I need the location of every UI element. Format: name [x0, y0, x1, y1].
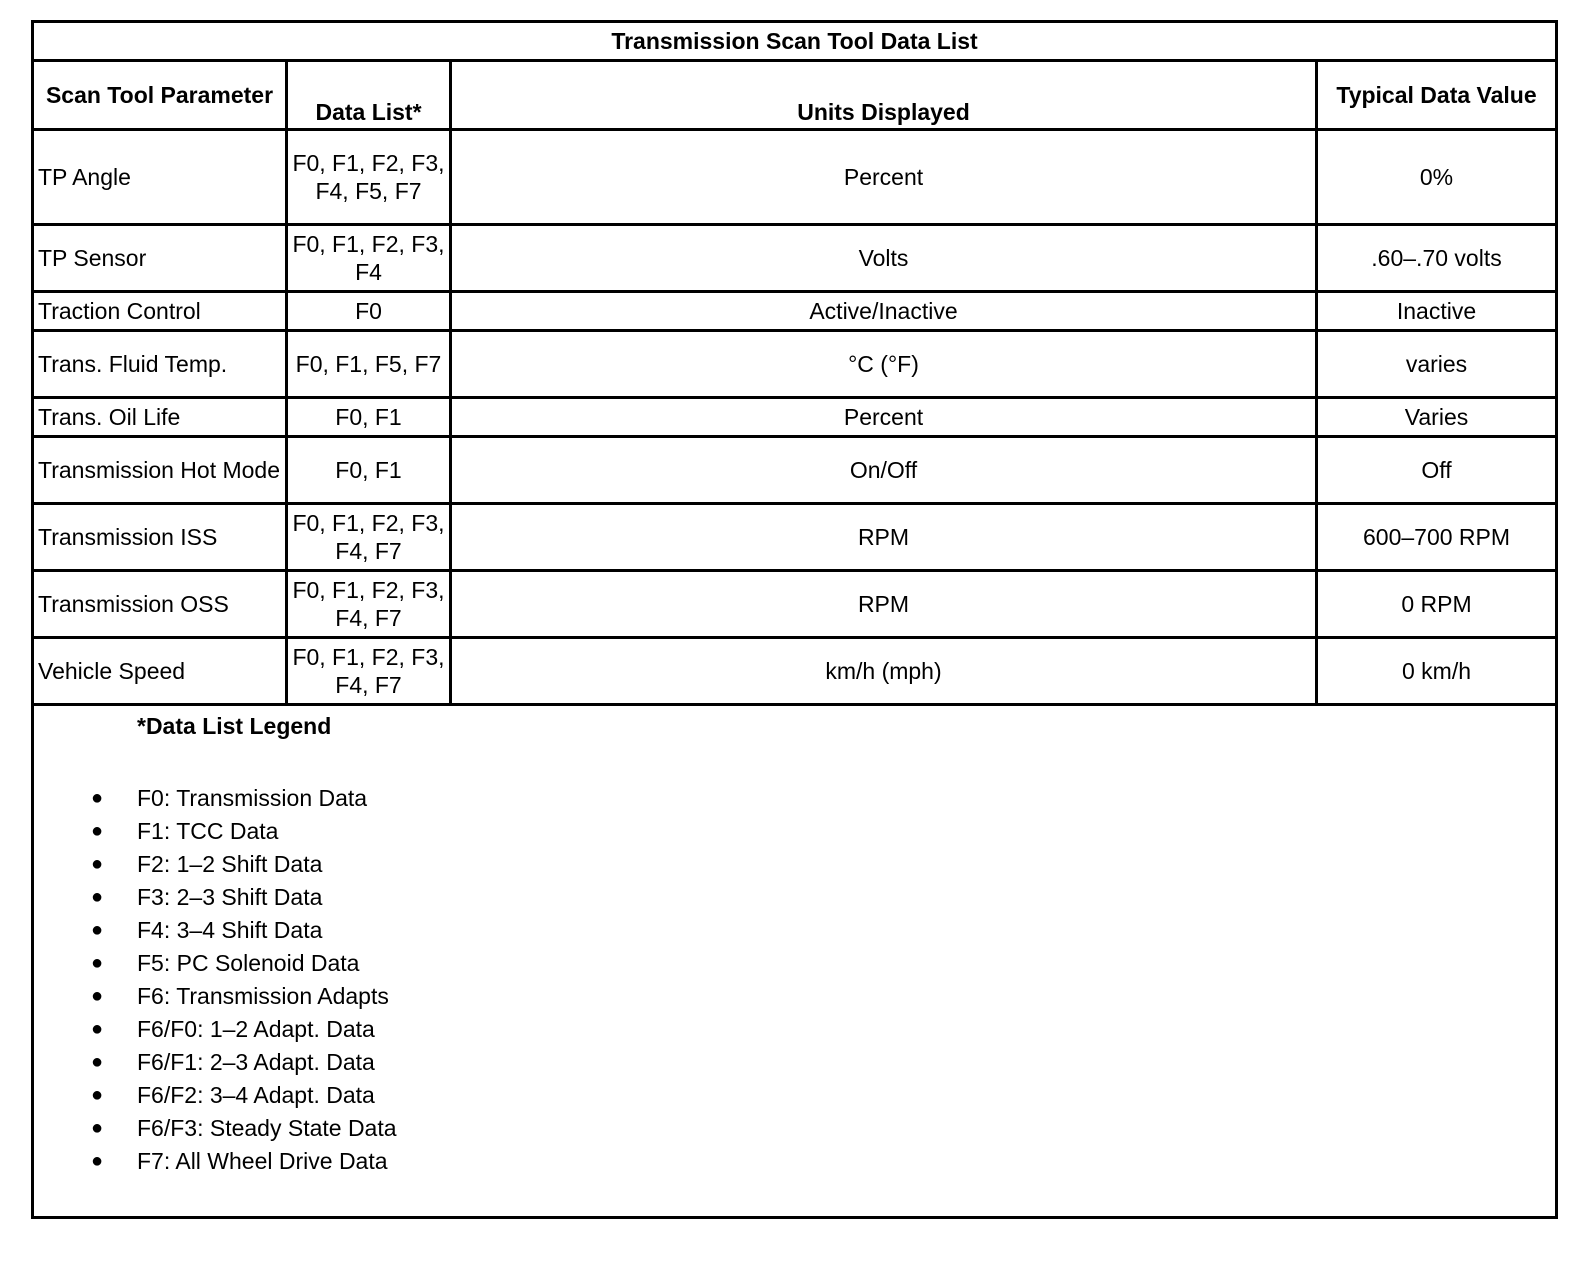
- bullet-icon: ●: [91, 1150, 104, 1172]
- legend-item-text: F6/F2: 3–4 Adapt. Data: [137, 1082, 375, 1108]
- bullet-icon: ●: [91, 1018, 104, 1040]
- legend-row: [33, 705, 1557, 1218]
- table-row: [33, 504, 1557, 571]
- legend-item: [34, 916, 397, 949]
- data-list-cell: F0, F1: [287, 437, 451, 504]
- bullet-icon: ●: [91, 1084, 104, 1106]
- header-typical-value: Typical Data Value: [1317, 61, 1557, 130]
- legend-item: [34, 817, 397, 850]
- table-row: [33, 437, 1557, 504]
- data-list-cell: F0, F1, F2, F3, F4, F7: [287, 638, 451, 705]
- bullet-icon: ●: [91, 1051, 104, 1073]
- bullet-icon: ●: [91, 1117, 104, 1139]
- units-cell: Percent: [451, 130, 1317, 225]
- legend-item: [34, 784, 397, 817]
- parameter-cell: Transmission Hot Mode: [33, 437, 287, 504]
- typical-value-cell: Off: [1317, 437, 1557, 504]
- table-row: [33, 225, 1557, 292]
- header-units: Units Displayed: [451, 61, 1317, 130]
- legend-list: [34, 784, 397, 1180]
- table-row: [33, 398, 1557, 437]
- typical-value-cell: 0 RPM: [1317, 571, 1557, 638]
- legend-item: [34, 1015, 397, 1048]
- typical-value-cell: 600–700 RPM: [1317, 504, 1557, 571]
- legend-item-text: F6/F1: 2–3 Adapt. Data: [137, 1049, 375, 1075]
- legend-item: [34, 850, 397, 883]
- bullet-icon: ●: [91, 787, 104, 809]
- table-row: [33, 130, 1557, 225]
- data-list-cell: F0, F1, F2, F3, F4, F5, F7: [287, 130, 451, 225]
- bullet-icon: ●: [91, 886, 104, 908]
- typical-value-cell: varies: [1317, 331, 1557, 398]
- parameter-cell: TP Angle: [33, 130, 287, 225]
- units-cell: On/Off: [451, 437, 1317, 504]
- data-list-cell: F0, F1, F2, F3, F4, F7: [287, 571, 451, 638]
- bullet-icon: ●: [91, 985, 104, 1007]
- legend-item: [34, 1048, 397, 1081]
- bullet-icon: ●: [91, 820, 104, 842]
- units-cell: °C (°F): [451, 331, 1317, 398]
- legend-item: [34, 1114, 397, 1147]
- units-cell: Percent: [451, 398, 1317, 437]
- typical-value-cell: 0%: [1317, 130, 1557, 225]
- typical-value-cell: Inactive: [1317, 292, 1557, 331]
- legend-title: *Data List Legend: [137, 713, 332, 739]
- legend-item-text: F7: All Wheel Drive Data: [137, 1148, 388, 1174]
- parameter-cell: Traction Control: [33, 292, 287, 331]
- legend-item-text: F6/F3: Steady State Data: [137, 1115, 397, 1141]
- legend-item-text: F4: 3–4 Shift Data: [137, 917, 323, 943]
- table-row: [33, 571, 1557, 638]
- data-list-cell: F0: [287, 292, 451, 331]
- parameter-cell: Trans. Fluid Temp.: [33, 331, 287, 398]
- parameter-cell: TP Sensor: [33, 225, 287, 292]
- header-parameter: Scan Tool Parameter: [33, 61, 287, 130]
- typical-value-cell: Varies: [1317, 398, 1557, 437]
- legend-item-text: F2: 1–2 Shift Data: [137, 851, 323, 877]
- document: [31, 20, 1555, 1219]
- table-title: Transmission Scan Tool Data List: [33, 22, 1557, 61]
- typical-value-cell: .60–.70 volts: [1317, 225, 1557, 292]
- legend-item: [34, 982, 397, 1015]
- typical-value-cell: 0 km/h: [1317, 638, 1557, 705]
- legend-item-text: F3: 2–3 Shift Data: [137, 884, 323, 910]
- data-list-cell: F0, F1, F2, F3, F4, F7: [287, 504, 451, 571]
- table-row: [33, 331, 1557, 398]
- legend-item-text: F0: Transmission Data: [137, 785, 368, 811]
- units-cell: Active/Inactive: [451, 292, 1317, 331]
- scan-tool-data-table: [31, 20, 1558, 1219]
- legend-item-text: F1: TCC Data: [137, 818, 279, 844]
- bullet-icon: ●: [91, 853, 104, 875]
- legend-item: [34, 1147, 397, 1180]
- table-row: [33, 292, 1557, 331]
- data-list-cell: F0, F1, F2, F3, F4: [287, 225, 451, 292]
- parameter-cell: Transmission OSS: [33, 571, 287, 638]
- parameter-cell: Transmission ISS: [33, 504, 287, 571]
- bullet-icon: ●: [91, 952, 104, 974]
- parameter-cell: Vehicle Speed: [33, 638, 287, 705]
- data-list-cell: F0, F1: [287, 398, 451, 437]
- table-header-row: [33, 61, 1557, 130]
- legend-item: [34, 949, 397, 982]
- header-data-list: Data List*: [287, 61, 451, 130]
- legend-item-text: F5: PC Solenoid Data: [137, 950, 360, 976]
- legend-item: [34, 883, 397, 916]
- units-cell: km/h (mph): [451, 638, 1317, 705]
- units-cell: RPM: [451, 504, 1317, 571]
- legend-item-text: F6/F0: 1–2 Adapt. Data: [137, 1016, 375, 1042]
- legend-item-text: F6: Transmission Adapts: [137, 983, 389, 1009]
- bullet-icon: ●: [91, 919, 104, 941]
- legend-cell: [33, 705, 1557, 1218]
- data-list-cell: F0, F1, F5, F7: [287, 331, 451, 398]
- parameter-cell: Trans. Oil Life: [33, 398, 287, 437]
- table-row: [33, 638, 1557, 705]
- legend-item: [34, 1081, 397, 1114]
- table-title-row: [33, 22, 1557, 61]
- units-cell: RPM: [451, 571, 1317, 638]
- units-cell: Volts: [451, 225, 1317, 292]
